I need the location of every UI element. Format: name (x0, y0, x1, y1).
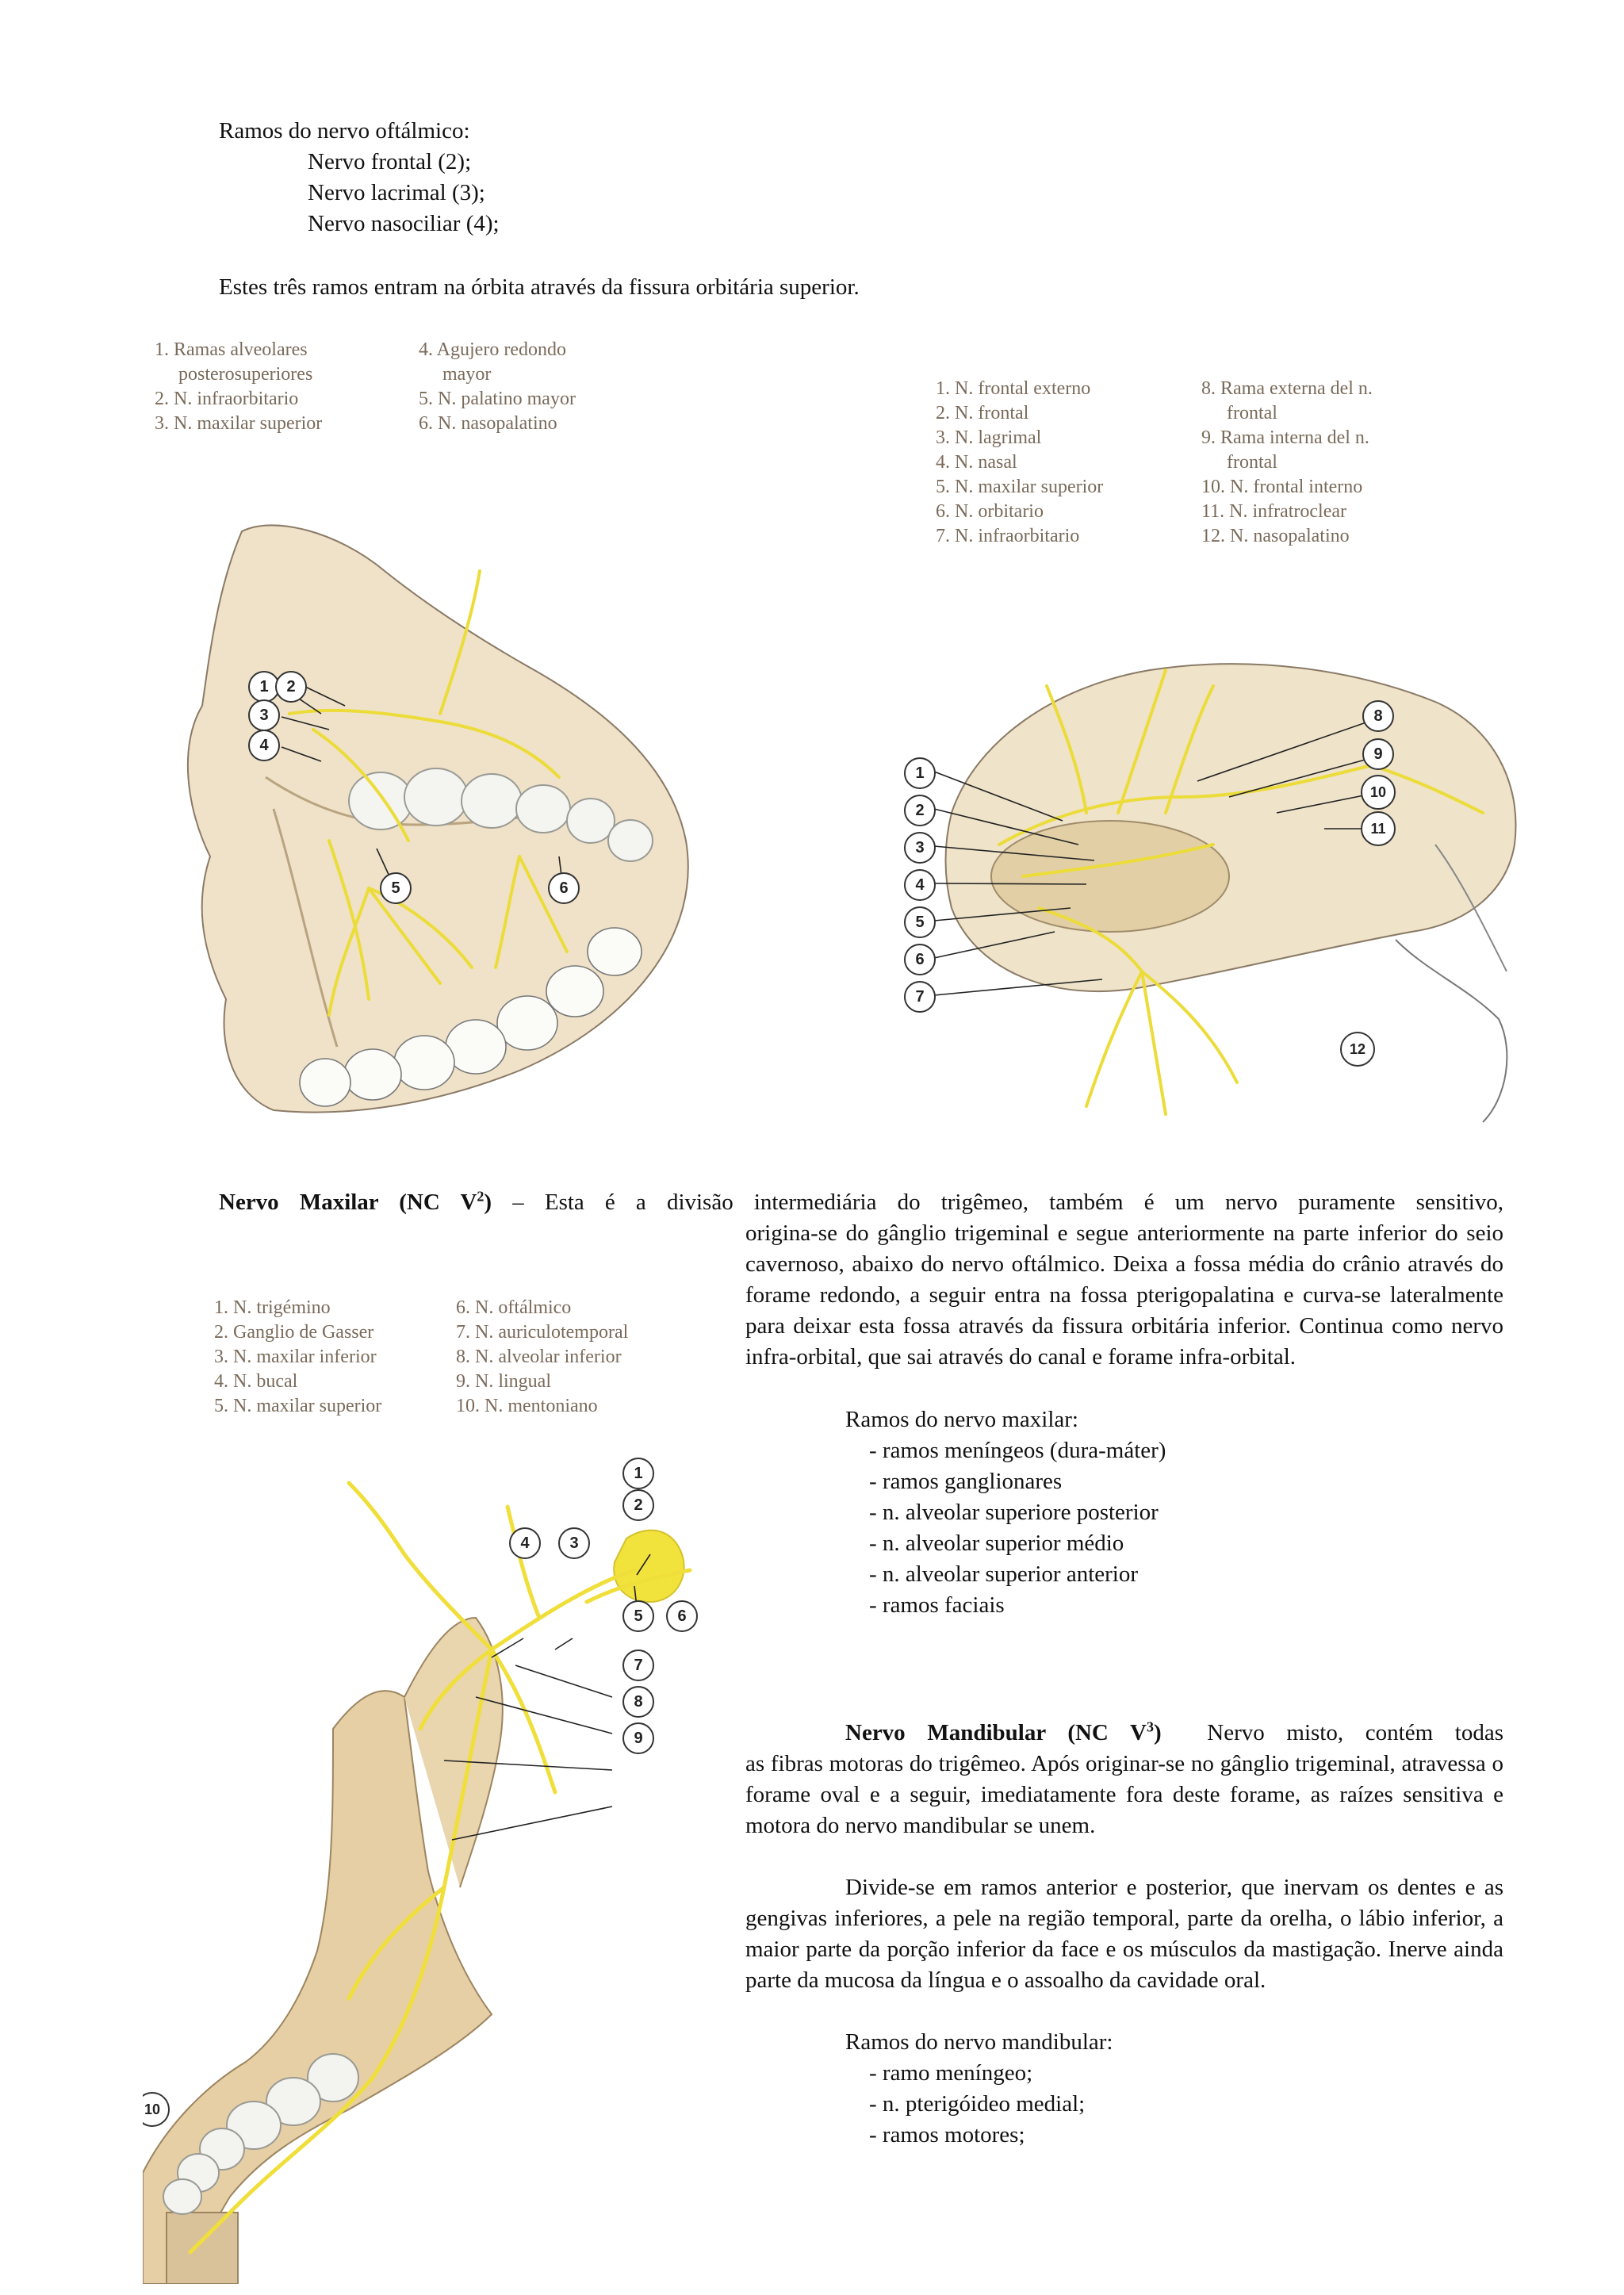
callout-10: 10 (143, 2092, 170, 2127)
legend-item: 11. N. infratroclear (1201, 501, 1347, 522)
legend-item: 4. N. bucal (214, 1371, 298, 1392)
list-item: - ramo meníngeo; (869, 2060, 1033, 2086)
legend-item: 2. N. frontal (936, 403, 1029, 423)
legend-item: 1. Ramas alveolares (155, 339, 308, 360)
oftalmico-branch: Nervo lacrimal (3); (308, 180, 485, 205)
figure-mandibular-nerve (143, 1285, 745, 2284)
callout-11: 11 (1361, 811, 1396, 846)
callout-5: 5 (904, 906, 936, 938)
mandibular-title: Nervo Mandibular (NC $V^3$) (845, 1718, 1162, 1745)
list-item: - n. alveolar superior anterior (869, 1561, 1138, 1587)
callout-4: 4 (904, 869, 936, 901)
callout-7: 7 (904, 981, 936, 1013)
list-item: - ramos motores; (869, 2122, 1025, 2147)
callout-7: 7 (622, 1649, 654, 1681)
oftalmico-branch: Nervo nasociliar (4); (308, 211, 500, 236)
figure-orbit-nerves (880, 369, 1578, 1154)
callout-3: 3 (904, 832, 936, 864)
callout-2: 2 (904, 795, 936, 826)
list-item: - n. pterigóideo medial; (869, 2091, 1086, 2117)
legend-item: 1. N. frontal externo (936, 378, 1091, 399)
callout-6: 6 (904, 944, 936, 975)
figure-maxillary-palate (155, 333, 757, 1134)
callout-1: 1 (622, 1458, 654, 1489)
callout-8: 8 (622, 1686, 654, 1718)
legend-item: frontal (1227, 452, 1277, 473)
legend-item: 5. N. maxilar superior (214, 1396, 382, 1416)
callout-2: 2 (622, 1489, 654, 1521)
legend-item: frontal (1227, 403, 1277, 423)
legend-item: 2. N. infraorbitario (155, 389, 299, 409)
mandibular-branches-list (869, 2058, 1085, 2151)
callout-6: 6 (666, 1600, 698, 1632)
maxilar-branches-heading: Ramos do nervo maxilar: (845, 1407, 1078, 1432)
callout-6: 6 (548, 872, 580, 904)
list-item: - n. alveolar superiore posterior (869, 1500, 1159, 1525)
oftalmico-note: Estes três ramos entram na órbita através da fissura orbitária superior. (219, 274, 860, 300)
legend-item: 7. N. auriculotemporal (456, 1322, 629, 1343)
callout-2: 2 (275, 671, 307, 703)
legend-item: 8. N. alveolar inferior (456, 1347, 622, 1367)
figure1-illustration (155, 333, 757, 1134)
legend-item: posterosuperiores (178, 364, 313, 385)
legend-item: 8. Rama externa del n. (1201, 378, 1373, 399)
list-item: - ramos faciais (869, 1592, 1005, 1618)
maxilar-title: Nervo Maxilar (NC $V^2$) (219, 1188, 492, 1215)
legend-item: 4. N. nasal (936, 452, 1017, 473)
legend-item: 3. N. lagrimal (936, 427, 1042, 448)
callout-12: 12 (1340, 1032, 1375, 1067)
legend-item: 1. N. trigémino (214, 1297, 331, 1318)
callout-3: 3 (558, 1527, 590, 1559)
figure2-illustration (880, 369, 1578, 1154)
callout-4: 4 (509, 1527, 541, 1559)
callout-9: 9 (1362, 738, 1394, 770)
callout-10: 10 (1361, 775, 1396, 810)
list-item: - ramos meníngeos (dura-máter) (869, 1438, 1166, 1463)
callout-1: 1 (248, 671, 280, 703)
callout-4: 4 (248, 730, 280, 761)
legend-item: 12. N. nasopalatino (1201, 526, 1350, 546)
oftalmico-heading: Ramos do nervo oftálmico: (219, 118, 470, 144)
legend-item: 6. N. oftálmico (456, 1297, 572, 1318)
callout-8: 8 (1362, 700, 1394, 732)
callout-5: 5 (380, 872, 412, 904)
oftalmico-branch: Nervo frontal (2); (308, 149, 472, 174)
callout-5: 5 (622, 1600, 654, 1632)
callout-1: 1 (904, 757, 936, 789)
legend-item: 6. N. nasopalatino (419, 413, 557, 434)
legend-item: 3. N. maxilar superior (155, 413, 323, 434)
legend-item: 10. N. frontal interno (1201, 477, 1363, 497)
mandibular-p1-body: as fibras motoras do trigêmeo. Após originar-se no gânglio trigeminal, atravessa o forame oval e a seguir, imediatamente fora deste forame, as raízes sensitiva e motora do nervo mandibular se unem. (745, 1751, 1503, 1838)
legend-item: 6. N. orbitario (936, 501, 1044, 522)
legend-item: 5. N. palatino mayor (419, 389, 576, 409)
maxilar-branches-list (869, 1435, 1166, 1621)
callout-9: 9 (622, 1722, 654, 1754)
legend-item: 10. N. mentoniano (456, 1396, 598, 1416)
legend-item: mayor (442, 364, 492, 385)
legend-item: 9. N. lingual (456, 1371, 551, 1392)
callout-3: 3 (248, 699, 280, 731)
mandibular-lead: Nervo misto, contém todas (1207, 1720, 1503, 1745)
figure3-illustration (143, 1285, 745, 2284)
maxilar-body: origina-se do gânglio trigeminal e segue anteriormente na parte inferior do seio cavernoso, abaixo do nervo oftálmico. Deixa a fossa média do crânio através do forame redondo, a seguir entra na fossa pterigopalatina e curva-se lateralmente para deixar esta fossa através da fissura orbitária inferior. Continua como nervo infra-orbital, que sai através do canal e forame infra-orbital. (745, 1220, 1503, 1370)
maxilar-intro: – Esta é a divisão intermediária do trigêmeo, também é um nervo puramente sensitivo, (512, 1190, 1503, 1215)
list-item: - ramos ganglionares (869, 1469, 1063, 1494)
mandibular-branches-heading: Ramos do nervo mandibular: (845, 2029, 1113, 2055)
legend-item: 7. N. infraorbitario (936, 526, 1080, 546)
legend-item: 3. N. maxilar inferior (214, 1347, 377, 1367)
mandibular-p2: Divide-se em ramos anterior e posterior, que inervam os dentes e as gengivas inferiores, a pele na região temporal, parte da orelha, o lábio inferior, a maior parte da porção inferior da face e os músculos da mastigação. Inerve ainda parte da mucosa da língua e o assoalho da cavidade oral. (745, 1875, 1503, 1993)
legend-item: 9. Rama interna del n. (1201, 427, 1369, 448)
list-item: - n. alveolar superior médio (869, 1531, 1124, 1556)
legend-item: 2. Ganglio de Gasser (214, 1322, 374, 1343)
mandibular-first-line (845, 1718, 1503, 1749)
legend-item: 5. N. maxilar superior (936, 477, 1104, 497)
maxilar-first-line (219, 1187, 1503, 1218)
legend-item: 4. Agujero redondo (419, 339, 566, 360)
